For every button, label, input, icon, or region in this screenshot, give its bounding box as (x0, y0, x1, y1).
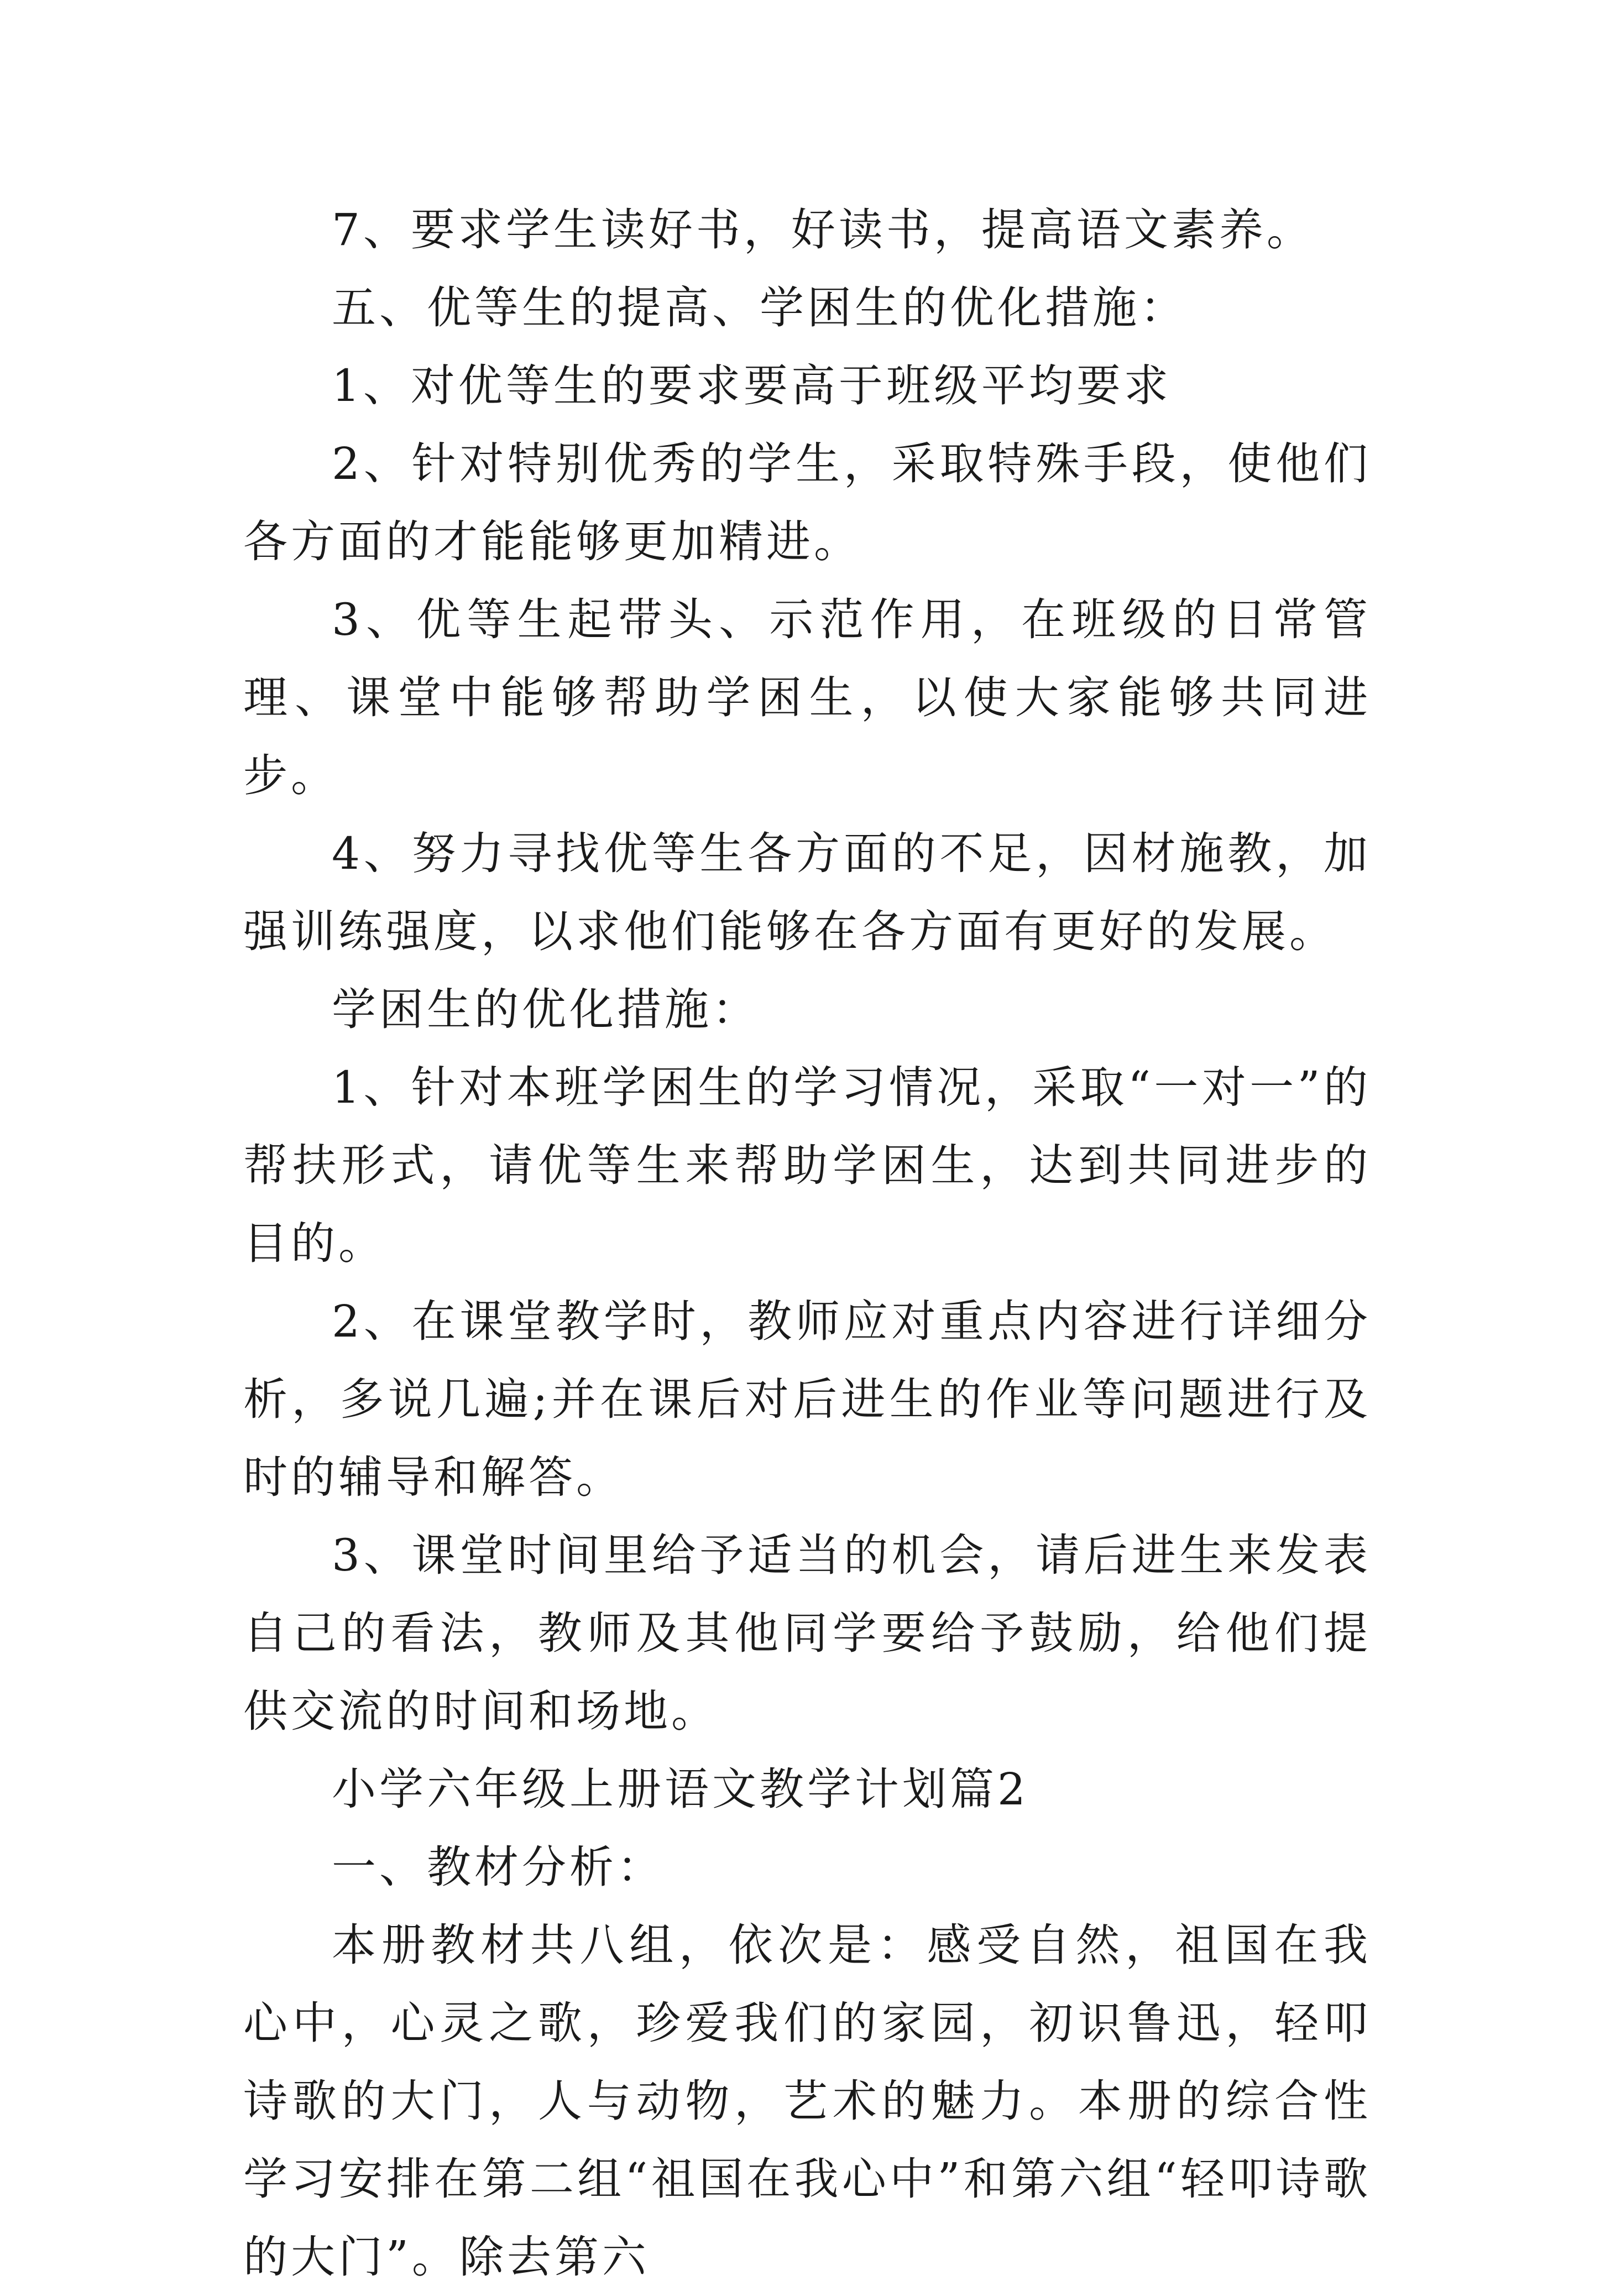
paragraph-struggling-item-2: 2、在课堂教学时，教师应对重点内容进行详细分析，多说几遍;并在课后对后进生的作业等问题进行及时的辅导和解答。 (243, 1296, 1371, 1503)
paragraph-item-4: 4、努力寻找优等生各方面的不足，因材施教，加强训练强度，以求他们能够在各方面有更好的发展。 (243, 828, 1371, 957)
section-heading-five: 五、优等生的提高、学困生的优化措施： (332, 282, 1188, 333)
paragraph-item-1: 1、对优等生的要求要高于班级平均要求 (332, 360, 1172, 411)
section-title-plan-2: 小学六年级上册语文教学计划篇2 (332, 1763, 1029, 1815)
paragraph-textbook-analysis: 本册教材共八组，依次是：感受自然，祖国在我心中，心灵之歌，珍爱我们的家园，初识鲁迅，轻叩诗歌的大门，人与动物，艺术的魅力。本册的综合性学习安排在第二组“祖国在我心中”和第六组“轻叩诗歌的大门”。除去第六 (243, 1919, 1371, 2283)
document-body (243, 191, 1371, 2296)
paragraph-item-3: 3、优等生起带头、示范作用，在班级的日常管理、课堂中能够帮助学困生，以使大家能够共同进步。 (243, 594, 1371, 801)
section-heading-textbook-analysis: 一、教材分析： (332, 1841, 665, 1893)
paragraph-item-7: 7、要求学生读好书，好读书，提高语文素养。 (332, 204, 1314, 255)
paragraph-struggling-item-1: 1、针对本班学困生的学习情况，采取“一对一”的帮扶形式，请优等生来帮助学困生，达到共同进步的目的。 (243, 1062, 1371, 1269)
subheading-struggling-students: 学困生的优化措施： (332, 984, 760, 1035)
paragraph-struggling-item-3: 3、课堂时间里给予适当的机会，请后进生来发表自己的看法，教师及其他同学要给予鼓励，给他们提供交流的时间和场地。 (243, 1530, 1371, 1737)
paragraph-item-2: 2、针对特别优秀的学生，采取特殊手段，使他们各方面的才能能够更加精进。 (243, 438, 1371, 567)
